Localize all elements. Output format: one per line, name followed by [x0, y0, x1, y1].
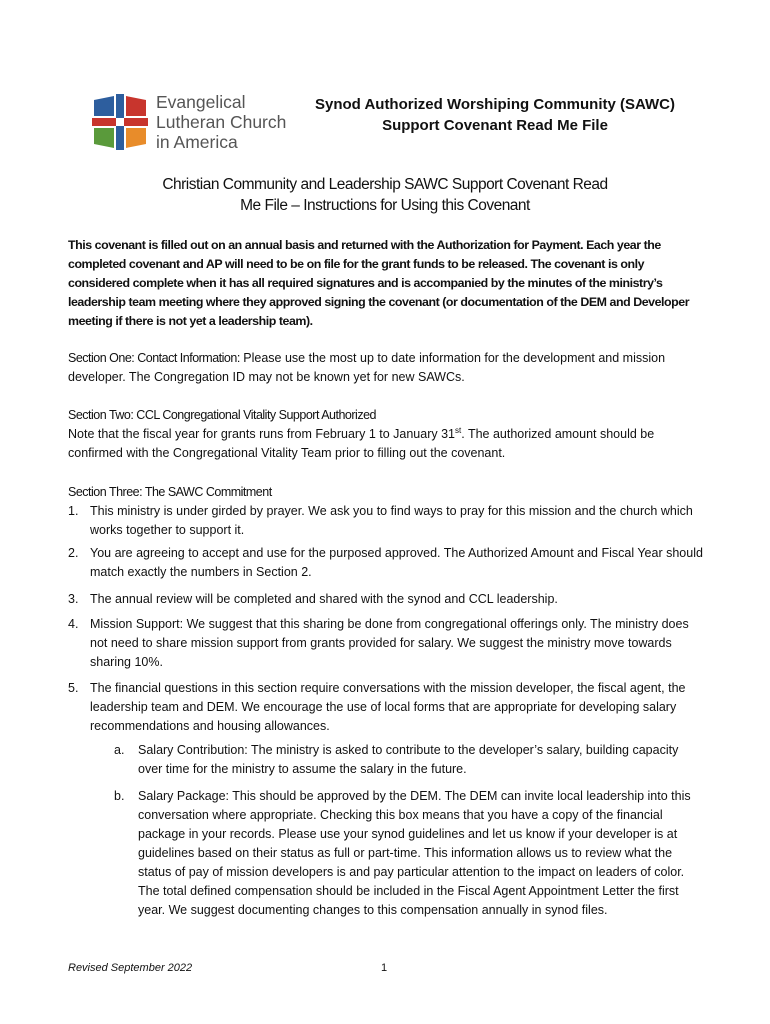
title-line-2: Me File – Instructions for Using this Covenant — [240, 197, 530, 214]
list-item-letter: b. — [114, 789, 125, 803]
section-three — [68, 483, 708, 502]
section-three-heading: Section Three: The SAWC Commitment — [68, 485, 272, 499]
list-item-number: 1. — [68, 504, 79, 518]
list-item-text: The financial questions in this section require conversations with the mission developer, the fiscal agent, the leadership team and DEM. We encourage the use of local forms that are appropriate for developing salary recommendations and housing allowances. — [90, 681, 686, 733]
section-two-superscript: st — [455, 425, 462, 435]
list-item — [68, 590, 708, 609]
list-item — [68, 544, 708, 582]
list-item-letter: a. — [114, 743, 125, 757]
list-item-number: 3. — [68, 592, 79, 606]
logo-line-3: in America — [156, 132, 238, 152]
list-item-text: You are agreeing to accept and use for the purposed approved. The Authorized Amount and Fiscal Year should match exactly the numbers in Section 2. — [90, 546, 703, 579]
list-item — [114, 741, 694, 779]
page-number: 1 — [381, 962, 388, 974]
list-item — [68, 502, 708, 540]
page-title — [80, 174, 690, 216]
list-item — [68, 615, 708, 672]
list-item-number: 4. — [68, 617, 79, 631]
header-line-2: Support Covenant Read Me File — [382, 117, 608, 134]
section-one-body: Please use the most up to date information for the development and mission developer. The Congregation ID may not be known yet for new SAWCs. — [68, 351, 666, 384]
section-two-body — [68, 425, 708, 463]
section-two-body-a: Note that the fiscal year for grants runs from February 1 to January 31 — [68, 427, 455, 441]
list-item-text: Salary Package: This should be approved by the DEM. The DEM can invite local leadership into this conversation where appropriate. Checking this box means that you have a copy of the financial package in your records. Please use your synod guidelines and let us know if your developer is at guidelines based on their status as full or part-time. This information allows us to review what the status of pay of mission developers is and pay particular attention to the impact on leaders of color. The total defined compensation should be included in the Fiscal Agent Appointment Letter the first year. We suggest documenting changes to this compensation annually in synod files. — [138, 789, 691, 917]
header-line-1: Synod Authorized Worshiping Community (SAWC) — [315, 96, 675, 113]
list-item-number: 2. — [68, 546, 79, 560]
revision-date: Revised September 2022 — [68, 962, 193, 974]
section-one — [68, 349, 708, 387]
section-two-heading: Section Two: CCL Congregational Vitality Support Authorized — [68, 408, 376, 422]
list-item — [114, 787, 694, 920]
elca-logo — [90, 92, 300, 154]
title-line-1: Christian Community and Leadership SAWC Support Covenant Read — [162, 176, 608, 193]
list-item-text: Mission Support: We suggest that this sharing be done from congregational offerings only. The ministry does not need to share mission support from grants provided for salary. We suggest the ministry move towards sharing 10%. — [90, 617, 689, 669]
logo-line-2: Lutheran Church — [156, 112, 287, 132]
logo-line-1: Evangelical — [156, 92, 246, 112]
list-item-text: This ministry is under girded by prayer. We ask you to find ways to pray for this mission and the church which works together to support it. — [90, 504, 693, 537]
list-item-text: Salary Contribution: The ministry is asked to contribute to the developer’s salary, building capacity over time for the ministry to assume the salary in the future. — [138, 743, 679, 776]
document-header — [300, 94, 690, 136]
section-two-body-b: . The authorized amount should be confirmed with the Congregational Vitality Team prior to filling out the covenant. — [68, 427, 655, 460]
elca-logo-text — [156, 92, 286, 152]
list-item-number: 5. — [68, 681, 79, 695]
intro-paragraph: This covenant is filled out on an annual basis and returned with the Authorization for Payment. Each year the completed covenant and AP will need to be on file for the grant funds to be released. The covenant is only considered complete when it has all required signatures and is accompanied by the minutes of the ministry’s leadership team meeting where they approved signing the covenant (or documentation of the DEM and Developer meeting if there is not yet a leadership team). — [68, 238, 690, 328]
list-item-text: The annual review will be completed and shared with the synod and CCL leadership. — [90, 592, 558, 606]
section-two — [68, 406, 708, 463]
list-item — [68, 679, 708, 736]
elca-cross-icon — [90, 92, 150, 152]
section-one-heading: Section One: Contact Information: — [68, 351, 240, 365]
